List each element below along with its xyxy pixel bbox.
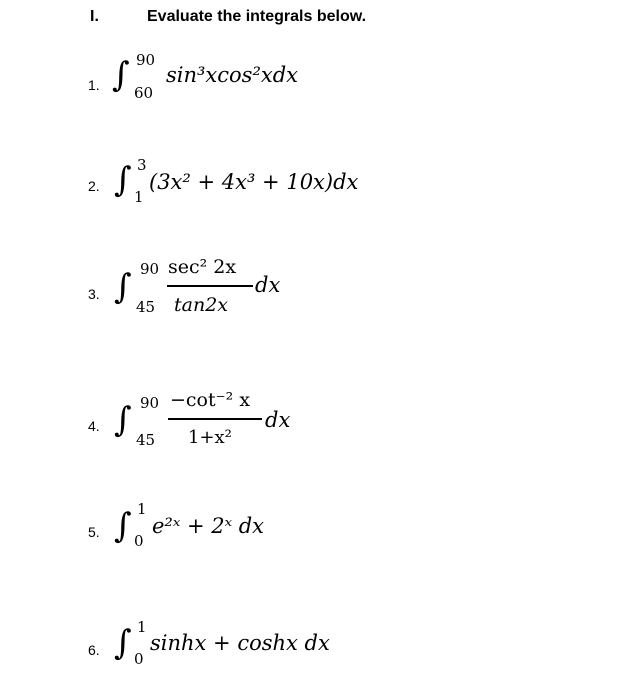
lower-limit: 45 <box>136 431 156 449</box>
fraction-bar <box>168 418 262 420</box>
lower-limit: 0 <box>134 650 144 668</box>
upper-limit: 1 <box>137 618 147 636</box>
section-number: I. <box>90 8 99 25</box>
problem-number: 2. <box>88 178 100 194</box>
problem-number: 3. <box>88 286 100 302</box>
problem-number: 6. <box>88 642 100 658</box>
integral-sign: ∫ <box>114 267 132 307</box>
differential: dx <box>265 408 291 432</box>
differential: dx <box>255 273 281 297</box>
lower-limit: 45 <box>136 298 156 316</box>
fraction-bar <box>167 285 253 287</box>
integral-sign: ∫ <box>114 400 132 440</box>
upper-limit: 1 <box>137 500 147 518</box>
problem-number: 5. <box>88 524 100 540</box>
lower-limit: 0 <box>134 532 144 550</box>
denominator: tan2x <box>174 294 229 316</box>
problem-number: 4. <box>88 418 100 434</box>
integrand: e²ˣ + 2ˣ dx <box>152 514 265 538</box>
integral-sign: ∫ <box>114 160 132 200</box>
upper-limit: 90 <box>140 260 160 278</box>
integrand: sin³xcos²xdx <box>166 63 299 87</box>
lower-limit: 1 <box>134 188 144 206</box>
upper-limit: 3 <box>137 156 147 174</box>
problem-number: 1. <box>88 77 100 93</box>
numerator: −cot⁻² x <box>170 389 251 411</box>
numerator: sec² 2x <box>168 256 237 278</box>
denominator: 1+x² <box>188 427 232 448</box>
integral-sign: ∫ <box>114 623 132 663</box>
upper-limit: 90 <box>140 394 160 412</box>
integral-sign: ∫ <box>112 55 130 95</box>
lower-limit: 60 <box>134 84 154 102</box>
upper-limit: 90 <box>136 51 156 69</box>
instructions-heading: Evaluate the integrals below. <box>147 8 367 25</box>
integrand: sinhx + coshx dx <box>150 631 330 655</box>
integrand: (3x² + 4x³ + 10x)dx <box>149 170 359 194</box>
integral-sign: ∫ <box>114 506 132 546</box>
